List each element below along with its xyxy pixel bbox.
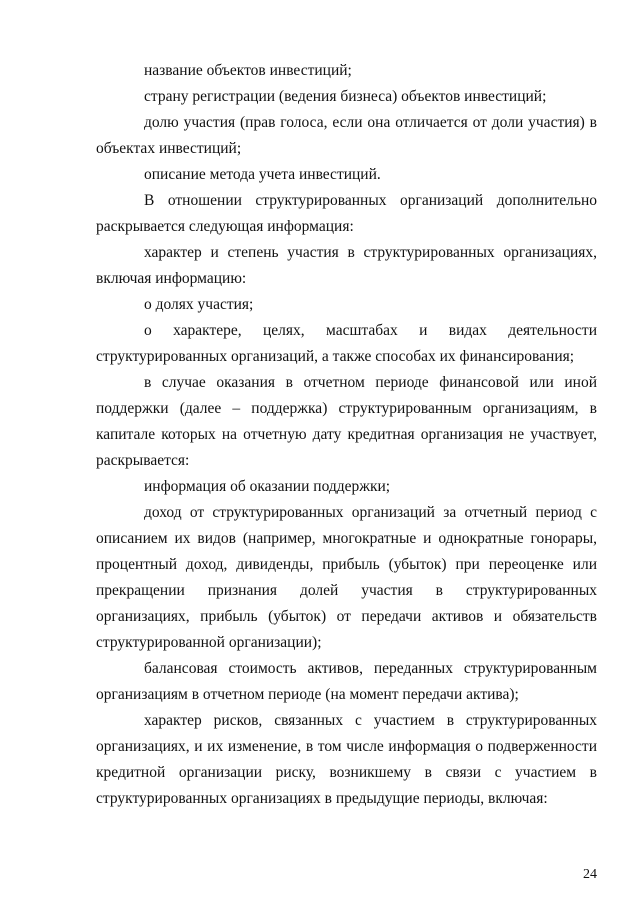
paragraph-2: страну регистрации (ведения бизнеса) объектов инвестиций; bbox=[144, 88, 547, 105]
page-number: 24 bbox=[583, 867, 597, 882]
paragraph-7: о долях участия; bbox=[144, 296, 254, 313]
paragraph-5: В отношении структурированных организаций дополнительно раскрывается следующая информация: bbox=[96, 192, 597, 235]
paragraph-12: балансовая стоимость активов, переданных структурированным организациям в отчетном периоде (на момент передачи актива); bbox=[96, 660, 597, 703]
paragraph-6: характер и степень участия в структурированных организациях, включая информацию: bbox=[96, 244, 597, 287]
paragraph-8: о характере, целях, масштабах и видах деятельности структурированных организаций, а также способах их финансирования; bbox=[96, 322, 597, 365]
paragraph-11: доход от структурированных организаций за отчетный период с описанием их видов (например, многократные и однократные гонорары, процентный доход, дивиденды, прибыль (убыток) при переоценке или прекращении признания долей участия в структурированных организациях, прибыль (убыток) от передачи активов и обязательств структурированной организации); bbox=[96, 504, 597, 651]
paragraph-9: в случае оказания в отчетном периоде финансовой или иной поддержки (далее – поддержка) структурированным организациям, в капитале которых на отчетную дату кредитная организация не участвует, раскрывается: bbox=[96, 374, 597, 469]
paragraph-1: название объектов инвестиций; bbox=[144, 62, 352, 79]
paragraph-4: описание метода учета инвестиций. bbox=[144, 166, 381, 183]
body-text bbox=[96, 58, 597, 812]
paragraph-10: информация об оказании поддержки; bbox=[144, 478, 391, 495]
paragraph-13: характер рисков, связанных с участием в структурированных организациях, и их изменение, в том числе информация о подверженности кредитной организации риску, возникшему в связи с участием в структурированных организациях в предыдущие периоды, включая: bbox=[96, 712, 597, 807]
paragraph-3: долю участия (прав голоса, если она отличается от доли участия) в объектах инвестиций; bbox=[96, 114, 597, 157]
